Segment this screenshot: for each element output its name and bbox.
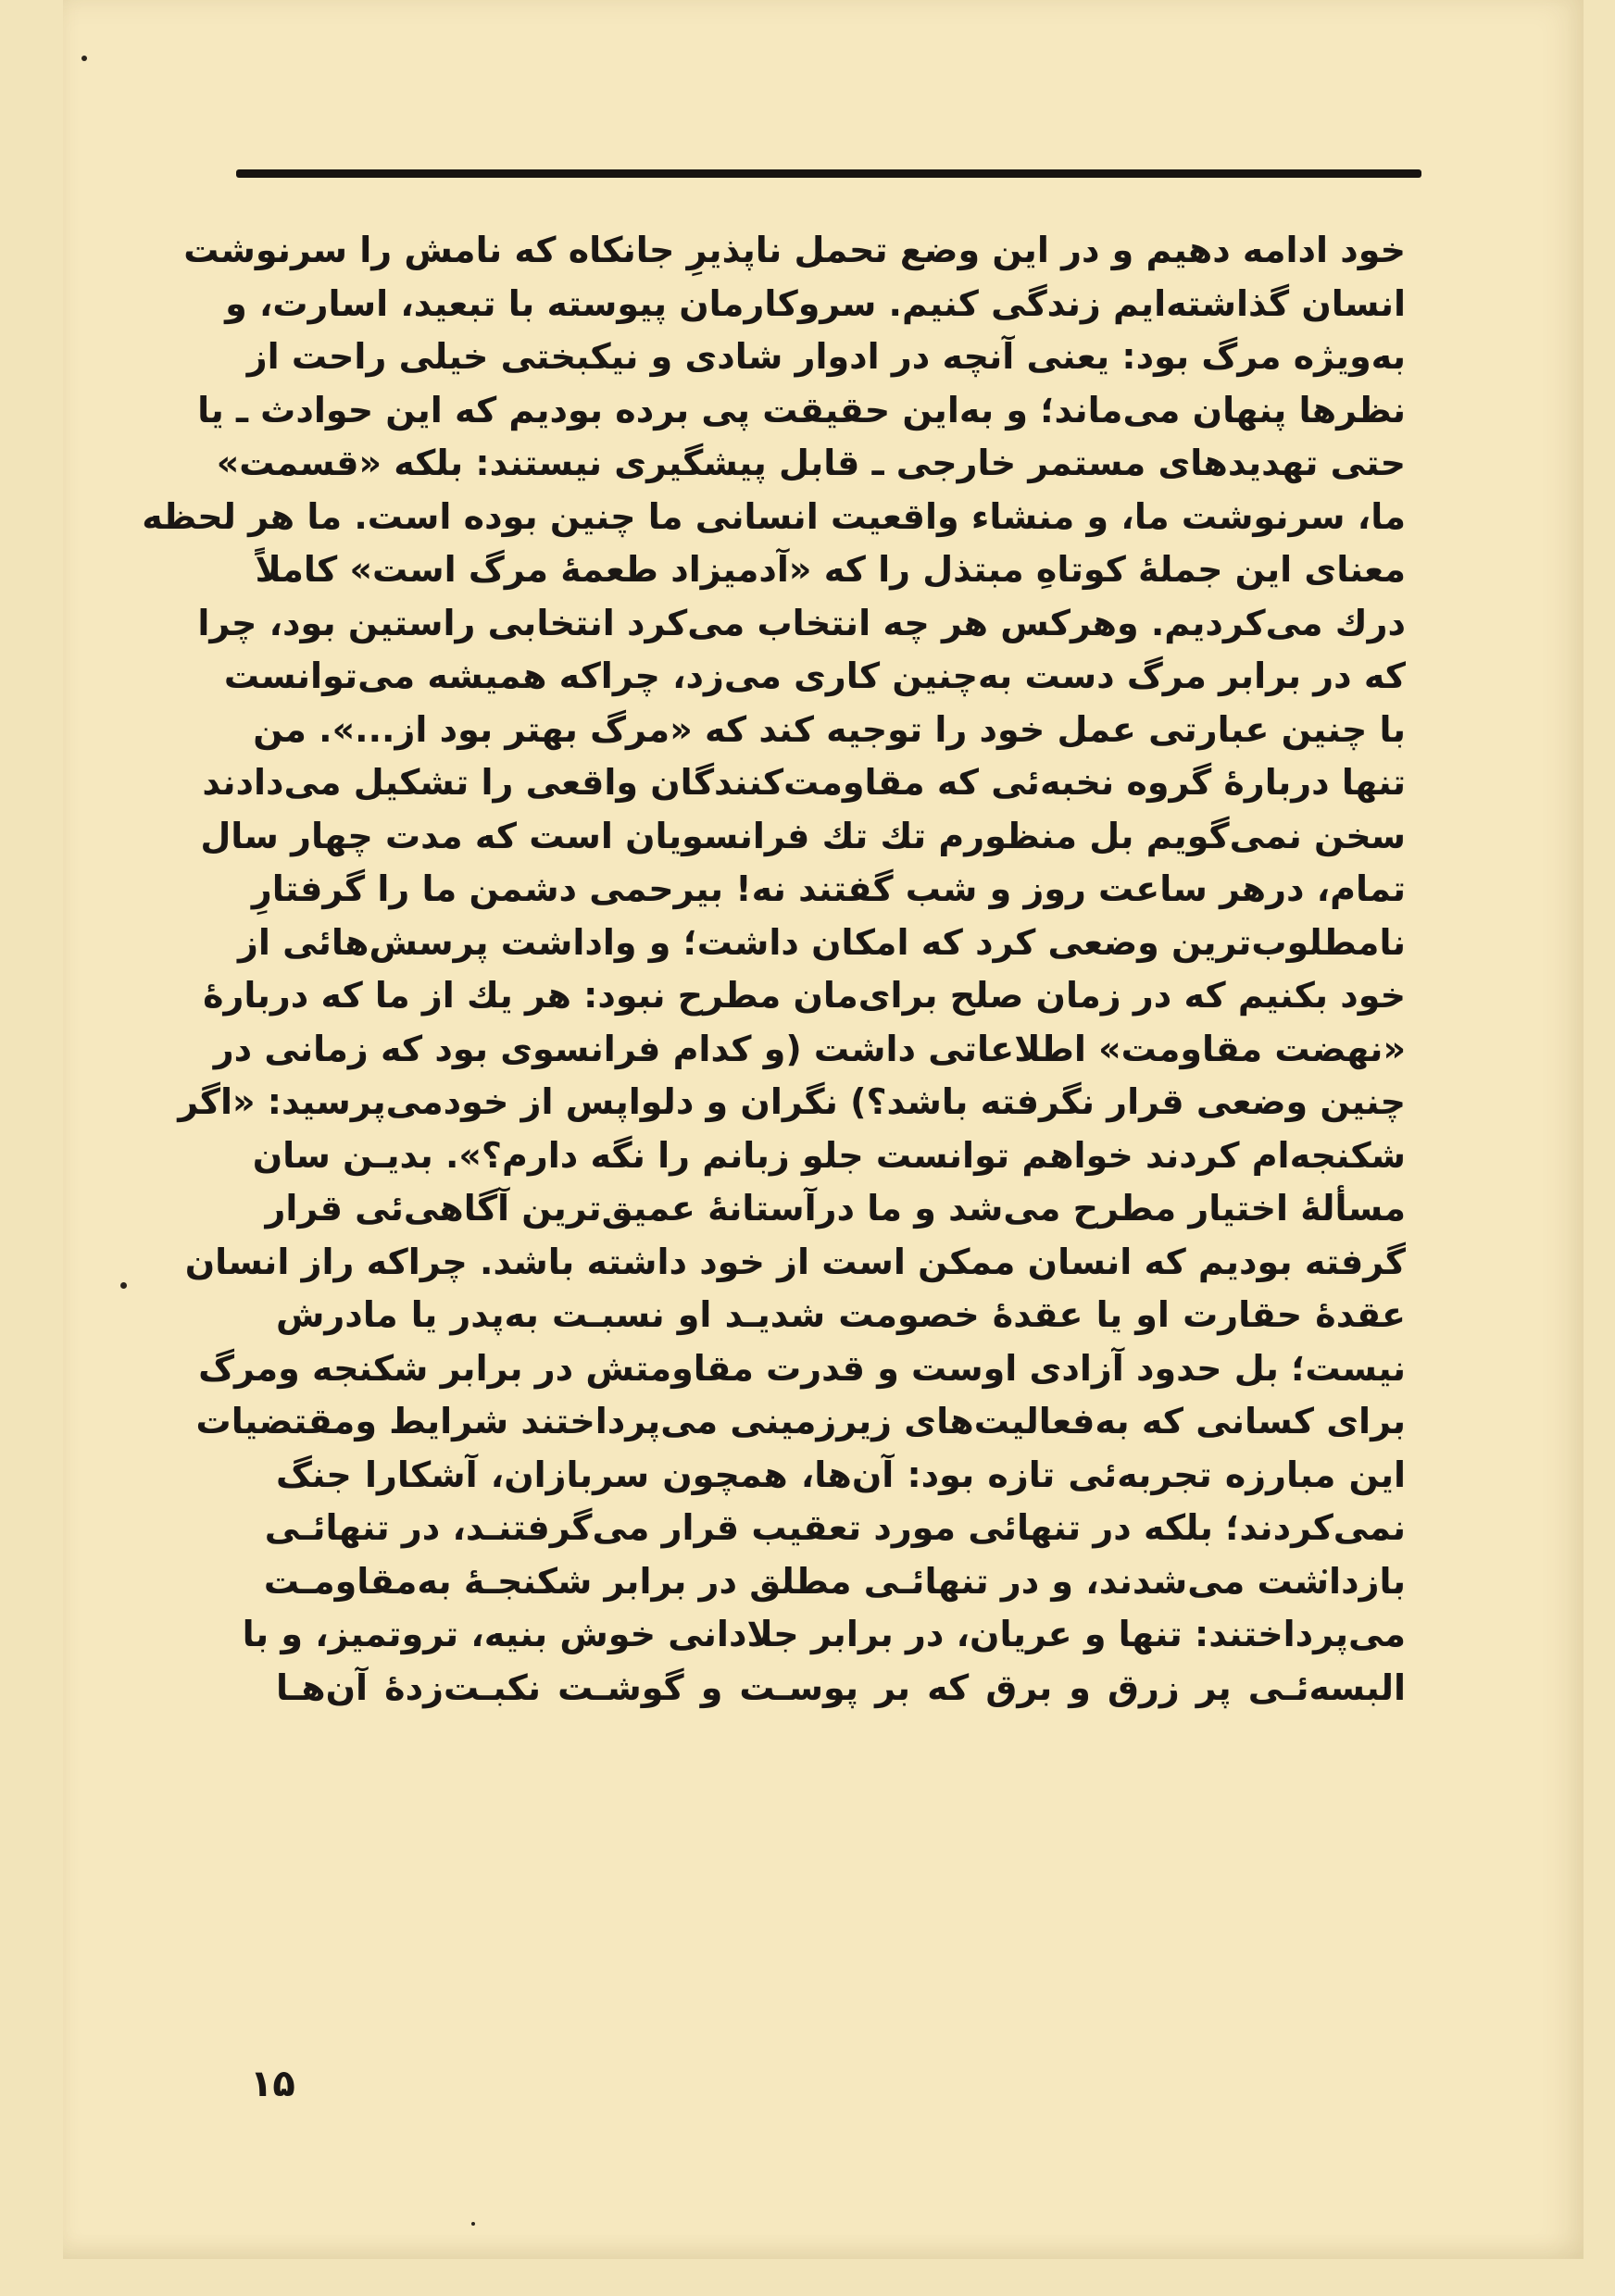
text-line: عقدهٔ حقارت او یا عقدهٔ خصومت شدیـد او نسبـت به‌پدر یا مادرش (276, 1294, 1406, 1335)
text-line: حتی تهدیدهای مستمر خارجی ـ قابل پیشگیری نیستند: بلکه «قسمت» (216, 443, 1406, 483)
text-line: گرفته بودیم که انسان ممکن است از خود داشته باشد. چراکه راز انسان (184, 1241, 1406, 1282)
text-line: نیست؛ بل حدود آزادی اوست و قدرت مقاومتش در برابر شکنجه ومرگ (198, 1347, 1406, 1389)
text-line: ما، سرنوشت ما، و منشاء واقعیت انسانی ما چنین بوده است. ما هر لحظه (142, 495, 1406, 537)
paper-speck (120, 1282, 127, 1289)
text-line: چنین وضعی قرار نگرفته باشد؟) نگران و دلواپس از خودمی‌پرسید: «اگر (178, 1081, 1406, 1122)
text-line: شکنجه‌ام کردند خواهم توانست جلو زبانم را نگه دارم؟». بدیـن سان (252, 1134, 1406, 1176)
text-line: برای کسانی که به‌فعالیت‌های زیرزمینی می‌پرداختند شرایط ومقتضیات (195, 1401, 1406, 1441)
page-number: ۱۵ (250, 2063, 295, 2105)
text-line: با چنین عبارتی عمل خود را توجیه کند که «مرگ بهتر بود از...». من (253, 708, 1406, 750)
header-rule (236, 169, 1421, 178)
paper-speck (81, 56, 87, 61)
text-line: البسه‌ئـی پر زرق و برق که بر پوسـت و گوشـت نکبـت‌زدهٔ آن‌هـا (276, 1666, 1406, 1708)
text-line: که در برابر مرگ دست به‌چنین کاری می‌زد، چراکه همیشه می‌توانست (223, 655, 1406, 696)
text-line: نمی‌کردند؛ بلکه در تنهائی مورد تعقیب قرار می‌گرفتنـد، در تنهائـی (264, 1507, 1406, 1548)
paper-speck (471, 2222, 475, 2226)
text-line: نظرها پنهان می‌ماند؛ و به‌این حقیقت پی برده بودیم که این حوادث ـ یا (197, 389, 1406, 430)
text-line: معنای این جملهٔ کوتاهِ مبتذل را که «آدمیزاد طعمهٔ مرگ است» کاملاً (255, 549, 1406, 590)
text-line: خود ادامه دهیم و در این وضع تحمل ناپذیرِ جانکاه که نامش را سرنوشت (183, 230, 1406, 270)
text-line: مسألهٔ اختیار مطرح می‌شد و ما درآستانهٔ عمیق‌ترین آگاهی‌ئی قرار (265, 1188, 1406, 1229)
text-line: می‌پرداختند: تنها و عریان، در برابر جلادانی خوش بنیه، تروتمیز، و با (242, 1614, 1406, 1654)
text-line: نامطلوب‌ترین وضعی کرد که امکان داشت؛ و واداشت پرسش‌هائی از (238, 921, 1406, 963)
text-line: تنها دربارهٔ گروه نخبه‌ئی که مقاومت‌کنندگان واقعی را تشکیل می‌دادند (202, 762, 1406, 803)
text-line: این مبارزه تجربه‌ئی تازه بود: آن‌ها، همچون سربازان، آشکارا جنگ (276, 1454, 1406, 1495)
body-text (142, 224, 1406, 2057)
text-line: به‌ویژه مرگ بود: یعنی آنچه در ادوار شادی و نیکبختی خیلی راحت از (246, 336, 1406, 377)
text-line: خود بکنیم که در زمان صلح برای‌مان مطرح نبود: هر یك از ما که دربارهٔ (203, 975, 1406, 1016)
text-line: درك می‌کردیم. وهرکس هر چه انتخاب می‌کرد انتخابی راستین بود، چرا (197, 602, 1406, 643)
text-line: انسان گذاشته‌ایم زندگی کنیم. سروکارمان پیوسته با تبعید، اسارت، و (225, 282, 1406, 324)
text-line: تمام، درهر ساعت روز و شب گفتند نه! بیرحمی دشمن ما را گرفتارِ (251, 868, 1406, 909)
text-line: بازداشت می‌شدند، و در تنهائـی مطلق در برابر شکنجـهٔ به‌مقاومـت (263, 1560, 1406, 1602)
text-line: سخن نمی‌گویم بل منظورم تك تك فرانسویان است که مدت چهار سال (200, 815, 1406, 856)
text-line: «نهضت مقاومت» اطلاعاتی داشت (و کدام فرانسوی بود که زمانی در (213, 1028, 1406, 1069)
